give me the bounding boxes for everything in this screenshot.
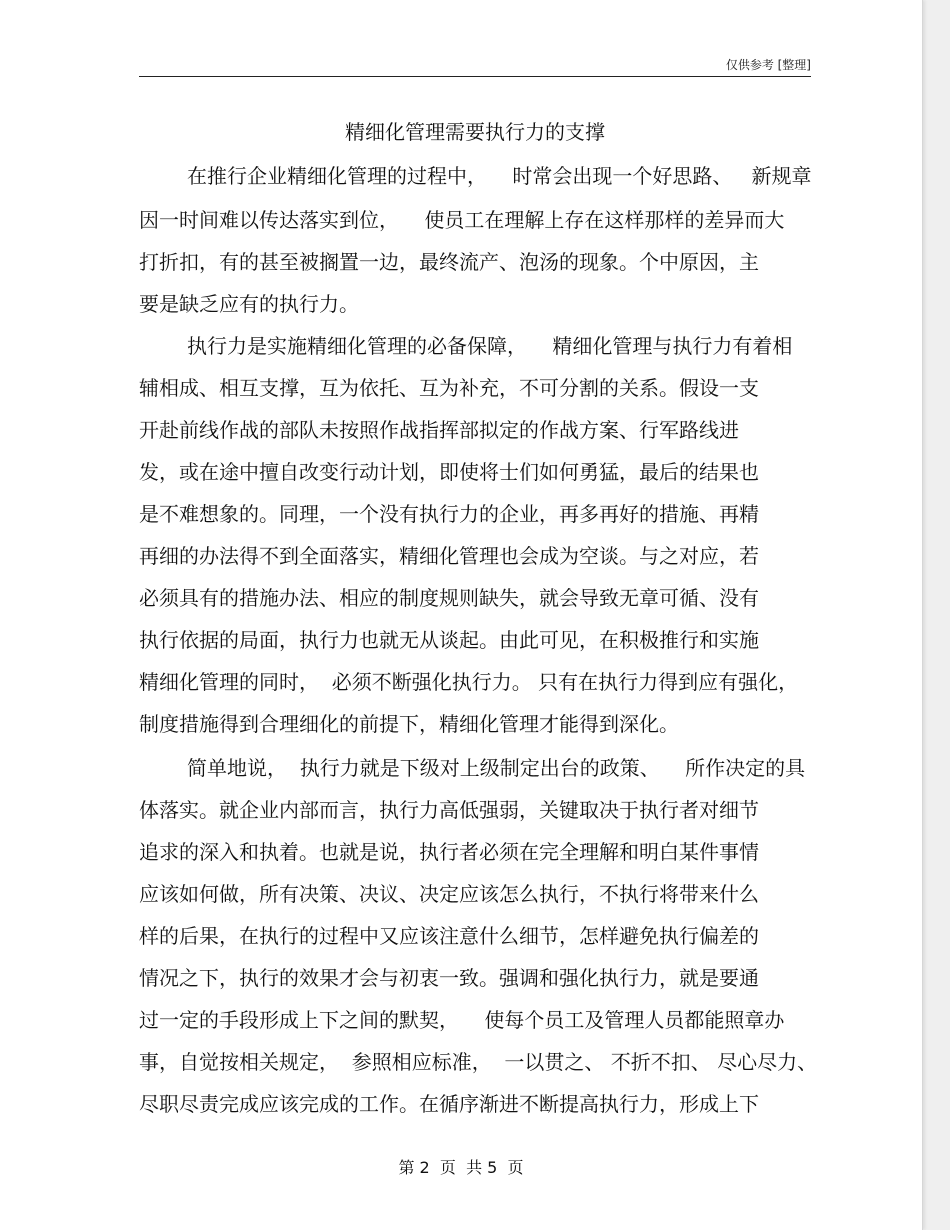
body-line: 尽职尽责完成应该完成的工作。在循序渐进不断提高执行力，形成上下 bbox=[139, 1092, 759, 1116]
body-line: 开赴前线作战的部队未按照作战指挥部拟定的作战方案、行军路线进 bbox=[139, 418, 739, 442]
body-line: 发，或在途中擅自改变行动计划，即使将士们如何勇猛，最后的结果也 bbox=[139, 460, 759, 484]
body-line: 体落实。就企业内部而言，执行力高低强弱，关键取决于执行者对细节 bbox=[139, 798, 759, 822]
header-divider bbox=[139, 76, 811, 77]
body-line: 追求的深入和执着。也就是说，执行者必须在完全理解和明白某件事情 bbox=[139, 840, 759, 864]
body-line: 事，自觉按相关规定， 参照相应标准， 一以贯之、 不折不扣、 尽心尽力、 bbox=[139, 1050, 818, 1074]
body-line: 因一时间难以传达落实到位， 使员工在理解上存在这样那样的差异而大 bbox=[139, 208, 785, 232]
body-line: 要是缺乏应有的执行力。 bbox=[139, 292, 359, 316]
page-header: 仅供参考 [整理] bbox=[725, 58, 811, 72]
body-line: 辅相成、相互支撑，互为依托、互为补充，不可分割的关系。假设一支 bbox=[139, 376, 759, 400]
body-line: 情况之下，执行的效果才会与初衷一致。强调和强化执行力，就是要通 bbox=[139, 966, 759, 990]
page-footer: 第 2 页 共 5 页 bbox=[398, 1158, 524, 1177]
body-line: 在推行企业精细化管理的过程中， 时常会出现一个好思路、 新规章 bbox=[187, 164, 812, 188]
body-line: 是不难想象的。同理，一个没有执行力的企业，再多再好的措施、再精 bbox=[139, 502, 759, 526]
body-line: 应该如何做，所有决策、决议、决定应该怎么执行，不执行将带来什么 bbox=[139, 882, 759, 906]
body-line: 打折扣，有的甚至被搁置一边，最终流产、泡汤的现象。个中原因，主 bbox=[139, 250, 759, 274]
body-line: 制度措施得到合理细化的前提下，精细化管理才能得到深化。 bbox=[139, 712, 679, 736]
body-line: 必须具有的措施办法、相应的制度规则缺失，就会导致无章可循、没有 bbox=[139, 586, 759, 610]
document-title: 精细化管理需要执行力的支撑 bbox=[345, 120, 605, 144]
body-line: 再细的办法得不到全面落实，精细化管理也会成为空谈。与之对应，若 bbox=[139, 544, 759, 568]
body-line: 精细化管理的同时， 必须不断强化执行力。 只有在执行力得到应有强化， bbox=[139, 670, 799, 694]
body-line: 简单地说， 执行力就是下级对上级制定出台的政策、 所作决定的具 bbox=[187, 756, 806, 780]
body-line: 样的后果，在执行的过程中又应该注意什么细节，怎样避免执行偏差的 bbox=[139, 924, 759, 948]
body-line: 执行力是实施精细化管理的必备保障， 精细化管理与执行力有着相 bbox=[187, 334, 793, 358]
body-line: 执行依据的局面，执行力也就无从谈起。由此可见，在积极推行和实施 bbox=[139, 628, 759, 652]
body-line: 过一定的手段形成上下之间的默契， 使每个员工及管理人员都能照章办 bbox=[139, 1008, 785, 1032]
